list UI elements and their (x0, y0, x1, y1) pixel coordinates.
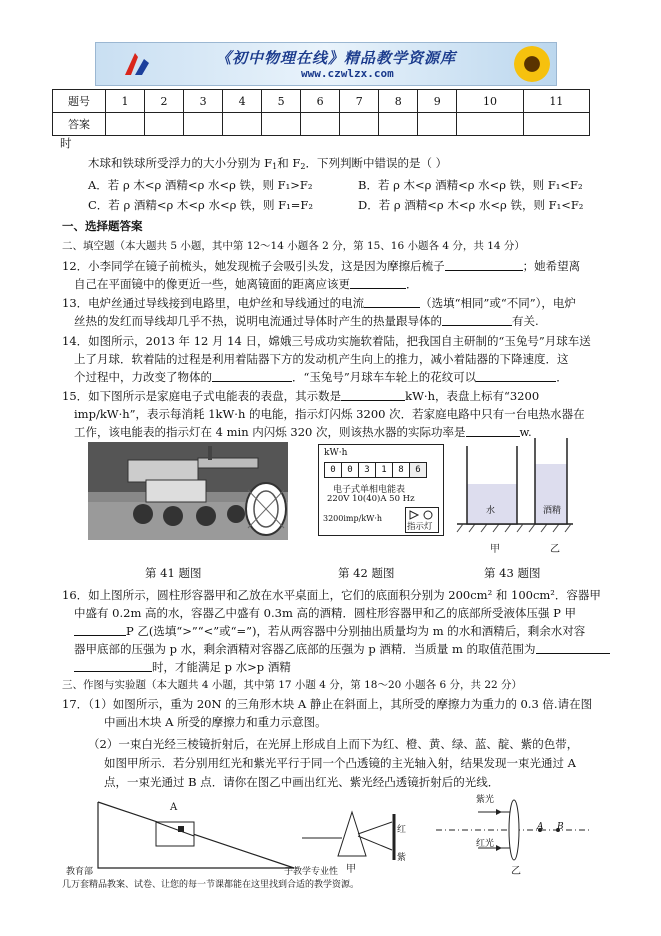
question-17-2-cont: 点，一束光通过 B 点．请你在图乙中画出红光、紫光经凸透镜折射后的光线． (104, 775, 500, 789)
meter-display (324, 462, 427, 478)
energy-meter-figure (318, 444, 444, 536)
question-number-cell: 9 (418, 90, 457, 113)
option-a[interactable]: A．若 ρ 木<ρ 酒精<ρ 水<ρ 铁，则 F₁>F₂ (88, 178, 313, 192)
section-heading: 二、填空题（本大题共 5 小题，其中第 12～14 小题各 2 分，第 15、16 小题各 4 分，共 14 分） (62, 240, 525, 252)
indicator-lamp-icon (408, 510, 436, 520)
figure-caption-42: 第 42 题图 (338, 566, 395, 580)
question-number-cell: 8 (379, 90, 418, 113)
text-line: 时 (60, 136, 72, 150)
answer-cell[interactable] (457, 113, 523, 136)
meter-digit: 0 (324, 462, 342, 478)
container-right-label: 酒精 (543, 506, 562, 516)
question-number-cell: 10 (457, 90, 523, 113)
answer-blank[interactable] (350, 277, 406, 289)
question-16-cont: 时，才能满足 p 水>p 酒精 (74, 660, 291, 674)
answer-cell[interactable] (106, 113, 145, 136)
meter-spec: 220V 10(40)A 50 Hz (327, 494, 415, 504)
answer-table (52, 89, 590, 136)
question-number-cell: 6 (301, 90, 340, 113)
meter-lamp-label: 指示灯 (407, 522, 433, 532)
answer-cell[interactable] (145, 113, 184, 136)
section-heading: 三、作图与实验题（本大题共 4 小题，其中第 17 小题 4 分，第 18～20 小题各 6 分，共 22 分） (62, 679, 523, 691)
answer-cell[interactable] (301, 113, 340, 136)
incline-figure (96, 800, 296, 870)
prism-red-label: 红 (397, 825, 407, 835)
answer-blank[interactable] (445, 259, 523, 271)
containers-figure (455, 436, 575, 540)
meter-digit: 0 (342, 462, 359, 478)
question-number-cell: 5 (262, 90, 301, 113)
footer-bottom: 几万套精品教案、试卷、让您的每一节课都能在这里找到合适的教学资源。 (62, 880, 360, 890)
banner-title: 《初中物理在线》精品教学资源库 (216, 49, 457, 67)
container-left-label: 水 (486, 506, 496, 516)
question-14-cont: 上了月球．软着陆的过程是利用着陆器下方的发动机产生向上的推力，减小着陆器的下降速度．这 (74, 352, 569, 366)
lens-figure (434, 790, 594, 872)
question-13-cont: 丝热的发红而导线却几乎不热，说明电流通过导体时产生的热量跟导体的 有关. (74, 314, 539, 328)
question-15-cont: 工作，该电能表的指示灯在 4 min 内闪烁 320 次，则该热水器的实际功率是 w. (74, 425, 532, 439)
question-15-cont: imp/kW·h”，表示每消耗 1kW·h 的电能，指示灯闪烁 3200 次．若家庭电路中只有一台电热水器在 (74, 407, 585, 421)
answer-blank[interactable] (341, 389, 405, 401)
prism-figure (300, 808, 412, 864)
question-16-cont: 器甲底部的压强为 p 水，剩余酒精对容器乙底部的压强为 p 酒精．当质量 m 的取值范围为 (74, 642, 610, 656)
question-16-cont: 中盛有 0.2m 高的水，容器乙中盛有 0.3m 高的酒精．圆柱形容器甲和乙的底部所受液体压强 P 甲 (74, 606, 577, 620)
table-row (53, 113, 590, 136)
question-12-cont: 自己在平面镜中的像更近一些，她离镜面的距离应该更 ． (74, 277, 418, 291)
meter-digit: 8 (393, 462, 410, 478)
option-d[interactable]: D．若 ρ 酒精<ρ 木<ρ 水<ρ 铁，则 F₁<F₂ (358, 198, 584, 212)
figure-caption-43: 第 43 题图 (484, 566, 541, 580)
meter-digit: 6 (410, 462, 427, 478)
block-a-label: A (170, 802, 178, 813)
container-jia-label: 甲 (490, 544, 500, 555)
answer-blank[interactable] (212, 370, 292, 382)
meter-digit: 3 (359, 462, 376, 478)
meter-digit: 1 (376, 462, 393, 478)
question-number-cell: 3 (184, 90, 223, 113)
table-header-cell: 题号 (53, 90, 106, 113)
question-16: 16．如上图所示，圆柱形容器甲和乙放在水平桌面上，它们的底面积分别为 200cm² 和 100cm²．容器甲 (62, 588, 601, 602)
lens-point-b: B (557, 822, 564, 832)
footer-left: 教育部 (66, 867, 94, 877)
prism-jia-label: 甲 (346, 864, 356, 875)
wheel-icon (242, 480, 290, 538)
question-stem: 木球和铁球所受浮力的大小分别为 $F_1$和 $F_2$．下列判断中错误的是（ ） (88, 156, 448, 171)
question-14-cont: 个过程中，力改变了物体的 ．“玉兔号”月球车车轮上的花纹可以 ． (74, 370, 568, 384)
answer-cell[interactable] (184, 113, 223, 136)
header-banner (95, 42, 557, 86)
answer-blank[interactable] (536, 642, 610, 654)
meter-name: 电子式单相电能表 (333, 485, 406, 495)
meter-unit: kW·h (324, 448, 348, 458)
lens-violet-label: 紫光 (476, 795, 495, 805)
question-13: 13．电炉丝通过导线接到电路里，电炉丝和导线通过的电流 （选填“相同”或“不同”），电炉 (62, 296, 576, 310)
question-14: 14．如图所示，2013 年 12 月 14 日，嫦娥三号成功实施软着陆，把我国自主研制的“玉兔号”月球车送 (62, 334, 591, 348)
lens-yi-label: 乙 (511, 866, 521, 877)
footer-right: 子教学专业性 (284, 867, 339, 877)
question-17-2: （2）一束白光经三棱镜折射后，在光屏上形成自上而下为红、橙、黄、绿、蓝、靛、紫的色带， (88, 737, 579, 751)
question-number-cell: 11 (523, 90, 589, 113)
question-number-cell: 7 (340, 90, 379, 113)
answer-cell[interactable] (418, 113, 457, 136)
meter-imp: 3200imp/kW·h (323, 514, 383, 523)
section-heading: 一、选择题答案 (62, 219, 143, 233)
site-logo-icon (122, 49, 152, 79)
meter-lamp-box (405, 507, 439, 533)
prism-violet-label: 紫 (397, 853, 407, 863)
question-17-1-cont: 中画出木块 A 所受的摩擦力和重力示意图。 (104, 715, 327, 729)
answer-cell[interactable] (523, 113, 589, 136)
sunflower-icon (514, 46, 550, 82)
question-12: 12．小李同学在镜子前梳头，她发现梳子会吸引头发，这是因为摩擦后梳子 ；她希望离 (62, 259, 581, 273)
lens-point-a: A (537, 822, 544, 832)
figure-caption-41: 第 41 题图 (145, 566, 202, 580)
answer-blank[interactable] (74, 660, 152, 672)
answer-cell[interactable] (379, 113, 418, 136)
option-b[interactable]: B．若 ρ 木<ρ 酒精<ρ 水<ρ 铁，则 F₁<F₂ (358, 178, 583, 192)
question-17-2-cont: 如图甲所示．若分别用红光和紫光平行于同一个凸透镜的主光轴入射，结果发现一束光通过 A (104, 756, 576, 770)
question-17-1: 17．（1）如图所示，重为 20N 的三角形木块 A 静止在斜面上，其所受的摩擦力为重力的 0.3 倍.请在图 (62, 697, 593, 711)
option-c[interactable]: C．若 ρ 酒精<ρ 木<ρ 水<ρ 铁，则 F₁=F₂ (88, 198, 313, 212)
answer-blank[interactable] (74, 624, 126, 636)
question-number-cell: 2 (145, 90, 184, 113)
answer-blank[interactable] (476, 370, 556, 382)
container-yi-label: 乙 (550, 544, 560, 555)
table-header-cell: 答案 (53, 113, 106, 136)
answer-blank[interactable] (442, 314, 512, 326)
lens-red-label: 红光 (476, 839, 495, 849)
answer-cell[interactable] (262, 113, 301, 136)
question-15: 15．如下图所示是家庭电子式电能表的表盘，其示数是 kW·h，表盘上标有“3200 (62, 389, 540, 403)
question-number-cell: 4 (223, 90, 262, 113)
answer-blank[interactable] (364, 296, 420, 308)
answer-cell[interactable] (340, 113, 379, 136)
answer-cell[interactable] (223, 113, 262, 136)
question-number-cell: 1 (106, 90, 145, 113)
table-row (53, 90, 590, 113)
question-16-cont: P 乙(选填“>”“<”或“=”)，若从两容器中分别抽出质量均为 m 的水和酒精后，剩余水对容 (74, 624, 585, 638)
banner-url[interactable]: www.czwlzx.com (301, 67, 394, 80)
